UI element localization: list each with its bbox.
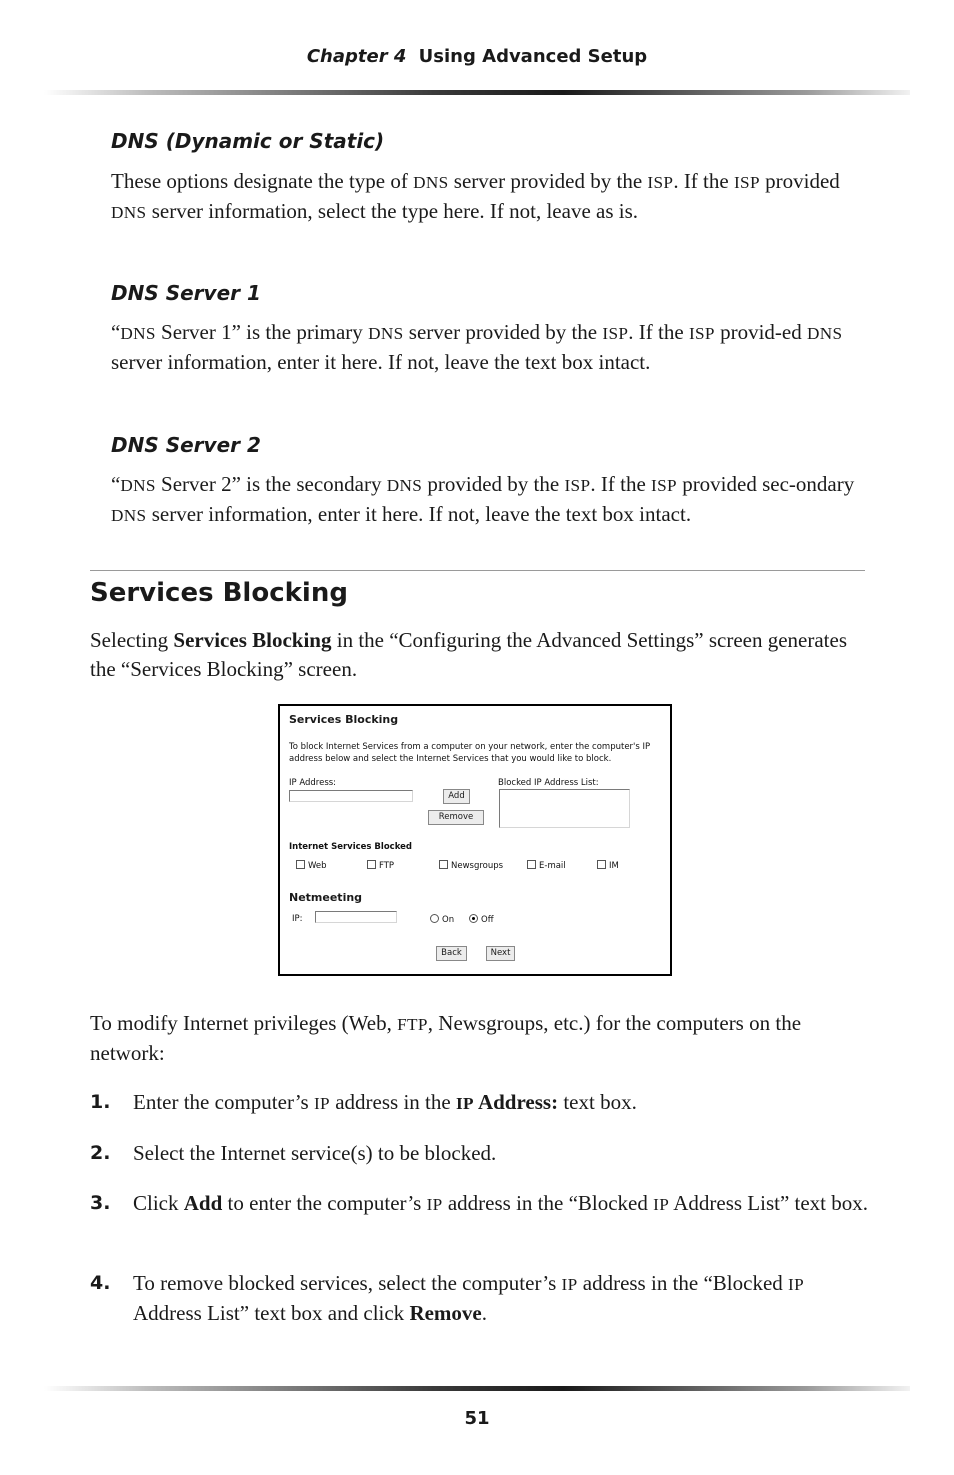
ip-address-label: IP Address: xyxy=(289,778,337,788)
text: address in the “Blocked xyxy=(577,1271,789,1295)
acronym: IP xyxy=(426,1195,443,1214)
bold-text: Remove xyxy=(409,1301,482,1325)
text: Address List” text box and click xyxy=(133,1301,410,1325)
text: server information, select the type here. If not, leave as is. xyxy=(146,199,639,223)
radio-label: On xyxy=(442,915,455,925)
text: in the “Configuring the Advanced Settings” screen generates the “Services Blocking” screen. xyxy=(90,628,847,681)
step-4-text xyxy=(133,1269,873,1328)
blocked-ip-address-list[interactable] xyxy=(499,789,630,828)
acronym: FTP xyxy=(397,1015,428,1034)
service-label: E-mail xyxy=(539,861,566,871)
acronym: ISP xyxy=(688,324,715,343)
text: “ xyxy=(111,320,121,344)
service-newsgroups-checkbox[interactable] xyxy=(439,860,503,871)
step-2-text xyxy=(133,1139,873,1168)
dns-server-2-paragraph xyxy=(111,470,871,530)
text: server information, enter it here. If not, leave the text box intact. xyxy=(146,502,692,526)
text: address in the “Blocked xyxy=(442,1191,654,1215)
step-number: 1. xyxy=(90,1091,111,1113)
acronym: IP xyxy=(313,1094,330,1113)
back-button[interactable]: Back xyxy=(436,946,467,961)
text: These options designate the type of xyxy=(111,169,414,193)
text: address in the xyxy=(329,1090,456,1114)
blocked-list-label: Blocked IP Address List: xyxy=(498,778,599,788)
checkbox-icon[interactable] xyxy=(367,860,376,869)
screenshot-description: To block Internet Services from a computer on your network, enter the computer's IP address below and select the Internet Services that you would like to block. xyxy=(289,742,651,764)
radio-selected-icon[interactable] xyxy=(469,914,478,923)
netmeeting-on-radio[interactable] xyxy=(430,914,454,925)
checkbox-icon[interactable] xyxy=(597,860,606,869)
text: To modify Internet privileges (Web, xyxy=(90,1011,398,1035)
header-rule xyxy=(44,90,910,95)
chapter-label: Chapter 4 xyxy=(306,46,407,67)
dns-server-2-heading: DNS Server 2 xyxy=(111,433,261,457)
acronym: IP xyxy=(653,1195,670,1214)
netmeeting-heading: Netmeeting xyxy=(289,891,363,904)
dns-server-1-heading: DNS Server 1 xyxy=(111,281,261,305)
service-im-checkbox[interactable] xyxy=(597,860,619,871)
acronym: DNS xyxy=(386,476,423,495)
text: provided by the xyxy=(422,472,565,496)
text: , Newsgroups, etc.) for the computers on the network: xyxy=(90,1011,802,1065)
instructions-intro xyxy=(90,1009,870,1068)
remove-button[interactable]: Remove xyxy=(428,810,484,825)
acronym: DNS xyxy=(413,173,449,192)
text: Selecting xyxy=(90,628,174,652)
chapter-title: Using Advanced Setup xyxy=(418,46,648,67)
netmeeting-off-radio[interactable] xyxy=(469,914,494,925)
checkbox-icon[interactable] xyxy=(527,860,536,869)
radio-label: Off xyxy=(481,915,494,925)
radio-icon[interactable] xyxy=(430,914,439,923)
running-head xyxy=(0,46,954,67)
acronym: DNS xyxy=(120,476,156,495)
text: server provided by the xyxy=(448,169,648,193)
text: . If the xyxy=(590,472,652,496)
step-number: 3. xyxy=(90,1192,111,1214)
acronym: ISP xyxy=(564,476,591,495)
acronym: DNS xyxy=(111,203,147,222)
text: provided xyxy=(759,169,840,193)
step-number: 2. xyxy=(90,1142,111,1164)
text: Address List” text box. xyxy=(669,1191,869,1215)
step-number: 4. xyxy=(90,1272,111,1294)
service-label: IM xyxy=(609,861,619,871)
text: “ xyxy=(111,472,121,496)
text: text box. xyxy=(558,1090,637,1114)
acronym: DNS xyxy=(368,324,404,343)
text: Select the Internet service(s) to be blocked. xyxy=(133,1141,497,1165)
service-label: Newsgroups xyxy=(451,861,504,871)
acronym: DNS xyxy=(807,324,843,343)
dns-server-1-paragraph xyxy=(111,318,871,377)
services-intro-paragraph xyxy=(90,626,870,684)
step-1-text xyxy=(133,1088,873,1118)
acronym: ISP xyxy=(733,173,760,192)
footer-rule xyxy=(44,1386,910,1391)
acronym: DNS xyxy=(120,324,156,343)
next-button[interactable]: Next xyxy=(486,946,515,961)
dns-type-heading: DNS (Dynamic or Static) xyxy=(111,129,385,153)
bold-acronym: IP xyxy=(455,1094,474,1113)
step-3-text xyxy=(133,1189,873,1219)
text: to enter the computer’s xyxy=(222,1191,427,1215)
netmeeting-ip-label: IP: xyxy=(292,914,303,924)
add-button[interactable]: Add xyxy=(443,789,470,804)
ip-address-input[interactable] xyxy=(289,790,413,802)
text: . If the xyxy=(673,169,734,193)
text: To remove blocked services, select the computer’s xyxy=(133,1271,562,1295)
bold-text: Address: xyxy=(473,1090,559,1114)
text: Server 2” is the secondary xyxy=(155,472,387,496)
text: server provided by the xyxy=(403,320,603,344)
services-heading: Internet Services Blocked xyxy=(289,842,412,852)
section-divider xyxy=(90,570,865,571)
acronym: DNS xyxy=(111,506,147,525)
service-ftp-checkbox[interactable] xyxy=(367,860,394,871)
text: Server 1” is the primary xyxy=(155,320,369,344)
service-web-checkbox[interactable] xyxy=(296,860,327,871)
text: provided sec-ondary xyxy=(676,472,855,496)
checkbox-icon[interactable] xyxy=(439,860,448,869)
service-label: FTP xyxy=(379,861,395,871)
section-title: Services Blocking xyxy=(90,578,348,608)
netmeeting-ip-input[interactable] xyxy=(315,911,397,923)
dns-type-paragraph xyxy=(111,167,871,227)
text: Enter the computer’s xyxy=(133,1090,314,1114)
text: . If the xyxy=(628,320,689,344)
acronym: IP xyxy=(561,1275,578,1294)
page-number: 51 xyxy=(464,1408,490,1429)
acronym: ISP xyxy=(602,324,629,343)
text: Click xyxy=(133,1191,184,1215)
service-label: Web xyxy=(308,861,327,871)
acronym: ISP xyxy=(651,476,677,495)
acronym: ISP xyxy=(647,173,674,192)
text: provid-ed xyxy=(714,320,807,344)
text: server information, enter it here. If not, leave the text box intact. xyxy=(111,350,651,374)
services-blocking-screenshot xyxy=(278,704,672,976)
screenshot-title: Services Blocking xyxy=(289,713,399,726)
bold-text: Add xyxy=(183,1191,223,1215)
acronym: IP xyxy=(788,1275,805,1294)
bold-text: Services Blocking xyxy=(173,628,332,652)
text: . xyxy=(481,1301,487,1325)
checkbox-icon[interactable] xyxy=(296,860,305,869)
service-email-checkbox[interactable] xyxy=(527,860,566,871)
